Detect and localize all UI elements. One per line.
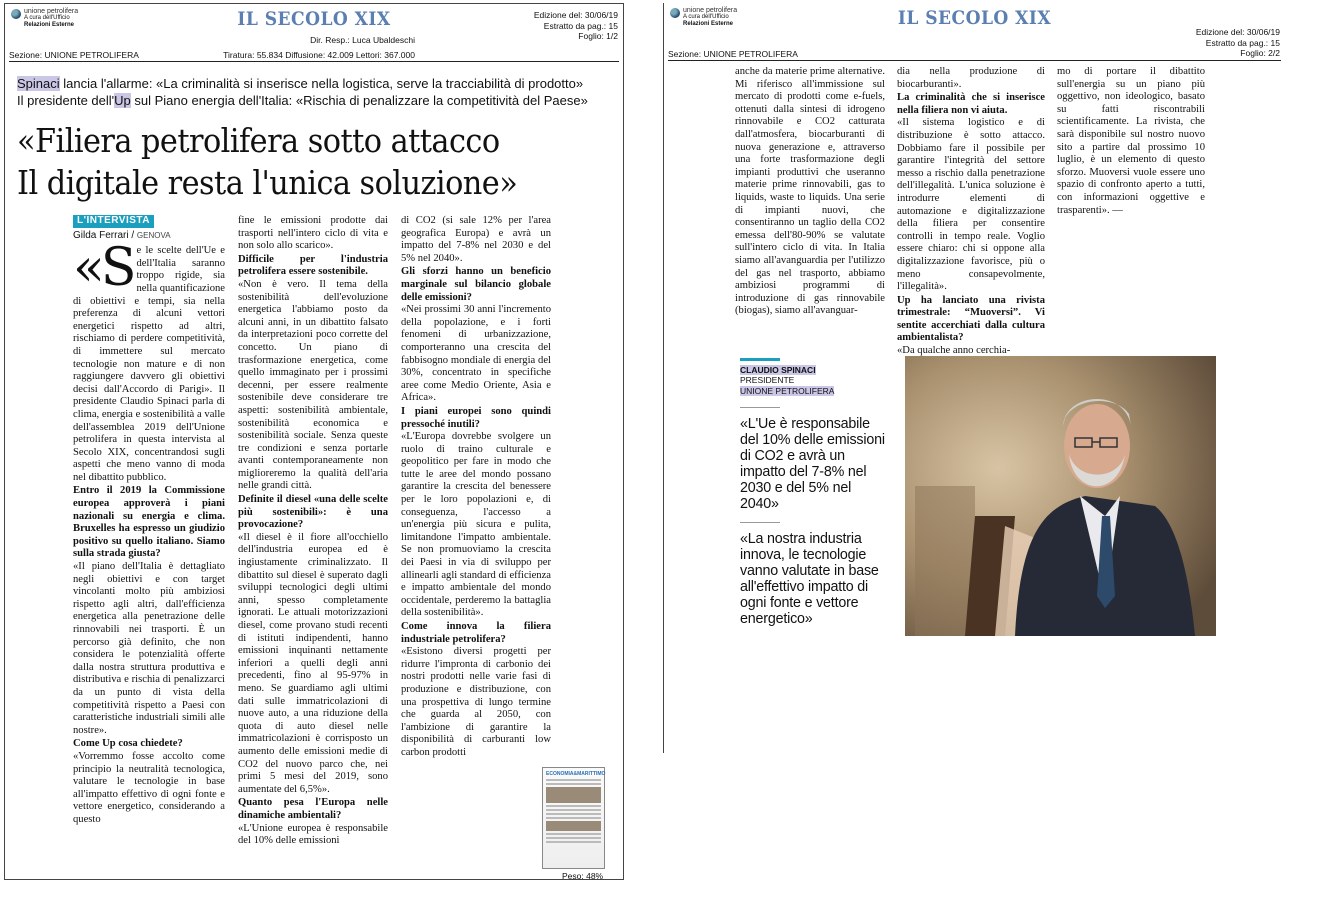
body-paragraph: dia nella produzione di biocarburanti». (897, 66, 1045, 90)
article-column-1 (73, 215, 225, 827)
person-name: CLAUDIO SPINACI (740, 365, 816, 375)
quote-sidebar (740, 358, 890, 627)
column-2-body (238, 215, 388, 848)
article-column-6 (1057, 66, 1205, 217)
publication-stats: Dir. Resp.: Luca Ubaldeschi (310, 35, 415, 45)
person-role: PRESIDENTE (740, 375, 795, 385)
header-divider-2 (668, 60, 1281, 61)
interview-question: Come Up cosa chiedete? (73, 738, 183, 750)
interview-question: Difficile per l'industria petrolifera essere sostenibile. (238, 253, 388, 278)
interview-tag: L'INTERVISTA (73, 215, 154, 228)
portrait-photo (905, 356, 1216, 636)
column-6-body (1057, 66, 1205, 217)
section-label: Sezione: UNIONE PETROLIFERA (9, 50, 139, 60)
body-paragraph: «Esistono diversi progetti per ridurre l'impronta di carbonio dei nostri prodotti nelle varie fasi di produzione e distribuzione, con una prospettiva di lungo termine che guarda al 2050, con l'ambizione di garantire la disponibilità di carburanti low carbon prodotti (401, 646, 551, 758)
body-paragraph: «Il diesel è il fiore all'occhiello dell'industria europea ed è ingiustamente criminalizzato. Il dibattito sul diesel è superato dagli sviluppi tecnologici degli ultimi anni, spesso completamente ignorati. Le attuali motorizzazioni diesel, come provano studi recenti di istituti indipendenti, hanno emissioni inquinanti nettamente inferiori a quelli degli anni precedenti, fino al 95-97% in meno. Se guardiamo agli ultimi dati sulle immatricolazioni di nuove auto, a una riduzione della quota di auto diesel nelle immatricolazioni è corrisposto un aumento delle emissioni medie di CO2 del nuovo parco che, nei primi 5 mesi del 2019, sono aumentate del 6,5%». (238, 531, 388, 795)
body-paragraph: «Il piano dell'Italia è dettagliato negli obiettivi e con target vincolanti molto più ambiziosi rispetto agli altri, dall'efficienza energetica alla penetrazione delle rinnovabili nei trasporti. È un percorso già definito, che non considera le potenzialità offerte dalla nostra struttura produttiva e distributiva e rischia di penalizzarci da un punto di vista della competitività rispetto a Paesi con caratteristiche industriali simili alle nostre». (73, 561, 225, 736)
body-paragraph: «Vorremmo fosse accolto come principio la neutralità tecnologica, valutare le tecnologie in base all'impatto effettivo di ogni fonte e vettore energetico, considerando a questo (73, 750, 225, 825)
masthead-2: IL SECOLO XIX (897, 7, 1052, 29)
headline: «Filiera petrolifera sotto attacco Il digitale resta l'unica soluzione» (17, 121, 518, 202)
column-3-body (401, 215, 551, 760)
body-paragraph: di CO2 (si sale 12% per l'area geografica Europa) e avrà un impatto del 7-8% nel 2030 e del 5% nel 2040». (401, 215, 551, 264)
interview-question: Up ha lanciato una rivista trimestrale: “Muoversi”. Vi sentite accerchiati dalla cultura ambientalista? (897, 294, 1045, 344)
interview-question: Gli sforzi hanno un beneficio marginale sul bilancio globale delle emissioni? (401, 266, 551, 303)
article-column-4 (735, 66, 885, 318)
body-paragraph: «Da qualche anno cerchia- (897, 345, 1011, 357)
column-4-body (735, 66, 885, 318)
body-paragraph: «L'Unione europea è responsabile del 10% delle emissioni (238, 822, 388, 847)
pull-quote-2: «La nostra industria innova, le tecnologie vanno valutate in base all'effettivo impatto di ogni fonte e vettore energetico» (740, 531, 879, 627)
body-paragraph: «Nei prossimi 30 anni l'incremento della popolazione, e i forti fenomeni di urbanizzazione, comporteranno una crescita del fabbisogno mondiale di energia del 30%, concentrato in specifiche aree come Medio Oriente, Asia e Africa». (401, 304, 551, 404)
interview-question: Quanto pesa l'Europa nelle dinamiche ambientali? (238, 797, 388, 821)
page-header (5, 4, 623, 62)
body-paragraph: «L'Europa dovrebbe svolgere un ruolo di traino culturale e geopolitico per fare in modo che tutte le aree del mondo possano garantire la crescita del benessere per le loro popolazioni e, di conseguenza, l'accesso a un'energia più sicura e pulita, limitandone l'impatto ambientale. Se non promuoviamo la crescita dei Paesi in via di sviluppo per allinearli agli standard di efficienza e impatto ambientale del mondo occidentale, perderemo la battaglia della sostenibilità». (401, 431, 551, 619)
drop-cap: «S (73, 238, 133, 299)
page-header-2 (664, 3, 1285, 61)
interview-question: Come innova la filiera industriale petrolifera? (401, 621, 551, 645)
interview-question: I piani europei sono quindi pressoché inutili? (401, 405, 551, 430)
body-paragraph: mo di portare il dibattito sull'energia su un piano più oggettivo, non ideologico, basato su fatti riscontrabili scientificamente. La rivista, che sarà disponibile sul nostro nuovo sito a partire dal prossimo 10 luglio, è un elemento di questo sforzo. Muoversi vuole essere uno spazio di confronto aperto a tutti, con informazioni oggettive e trasparenti». — (1057, 66, 1205, 216)
column-1-body (73, 238, 225, 826)
interview-question: Definite il diesel «una delle scelte più sostenibili»: è una provocazione? (238, 494, 388, 531)
body-paragraph: «Non è vero. Il tema della sostenibilità dell'evoluzione energetica l'abbiamo posto da alcuni anni, in un dibattito falsato da interpretazioni poco corrette del concetto. Un piano di trasformazione energetica, come quello immaginato per i prossimi decenni, per essere realmente sostenibile deve considerare tre aspetti: sostenibilità ambientale, sostenibilità economica e sostenibilità sociale. Senza queste tre condizioni e senza portarle avanti contemporaneamente non miglioreremo la qualità dell'aria nelle grandi città. (238, 278, 388, 492)
masthead: IL SECOLO XIX (237, 8, 391, 30)
publisher-logo: unione petrolifera A cura dell'Ufficio Relazioni Esterne (11, 8, 78, 29)
header-divider (9, 61, 619, 62)
column-5-body (897, 66, 1045, 358)
page-thumbnail: ECONOMIA&MARITTIMO (542, 767, 605, 869)
section-label-2: Sezione: UNIONE PETROLIFERA (668, 49, 798, 59)
publisher-logo-2: unione petrolifera A cura dell'Ufficio Relazioni Esterne (670, 7, 737, 28)
up-logo-icon (11, 9, 21, 19)
interview-question: La criminalità che si inserisce nella filiera non vi aiuta. (897, 92, 1045, 116)
interview-question: Entro il 2019 la Commissione europea approverà i piani nazionali su energia e clima. Bruxelles ha espresso un giudizio positivo su quello italiano. Siamo sulla strada giusta? (73, 485, 225, 560)
body-paragraph: fine le emissioni prodotte dai trasporti nell'intero ciclo di vita e non solo allo scarico». (238, 215, 388, 252)
article-column-3 (401, 215, 551, 760)
body-paragraph: e le scelte dell'Ue e dell'Italia saranno troppo rigide, sia nella quantificazione di obiettivi e tempi, sia nella preferenza di alcuni vettori energetici rispetto ad altri, rischiamo di perdere competitività, di immettere sul mercato tecnologie non mature e di non raggiungere davvero gli obiettivi decisi dall'Accordo di Parigi». Il presidente Claudio Spinaci parla di clima, energia e sostenibilità a valle dell'assemblea 2019 dell'Unione petrolifera in questa intervista al Secolo XIX, concentrandosi sugli aspetti che meno vanno di moda nel dibattito pubblico. (73, 245, 225, 483)
page-weight: Peso: 48% (562, 871, 604, 880)
person-org: UNIONE PETROLIFERA (740, 386, 835, 396)
byline: Gilda Ferrari / GENOVA (73, 229, 171, 241)
kicker: Spinaci lancia l'allarme: «La criminalità si inserisce nella logistica, serve la tracciabilità di prodotto» Il presidente dell'Up sul Piano energia dell'Italia: «Rischia di penalizzare la competitività del Paese» (17, 76, 588, 108)
edition-info-2: Edizione del: 30/06/19 Estratto da pag.: 15 Foglio: 2/2 (1195, 27, 1280, 58)
circulation: Tiratura: 55.834 Diffusione: 42.009 Lettori: 367.000 (223, 50, 415, 60)
up-logo-icon (670, 8, 680, 18)
pull-quote-1: «L'Ue è responsabile del 10% delle emissioni di CO2 e avrà un impatto del 7-8% nel 2030 e del 5% nel 2040» (740, 416, 885, 512)
accent-bar (740, 358, 780, 361)
newspaper-page-1 (4, 3, 624, 880)
article-column-5 (897, 66, 1045, 358)
body-paragraph: «Il sistema logistico e di distribuzione è sotto attacco. Dobbiamo fare il possibile per garantire l'integrità del settore messo a rischio dalla penetrazione dell'illegalità. L'unica soluzione è introdurre elementi di automazione e digitalizzazione della filiera per consentire controlli in tempo reale. Voglio essere chiaro: chi si oppone alla digitalizzazione favorisce, più o meno consapevolmente, l'illegalità». (897, 117, 1045, 293)
article-column-2 (238, 215, 388, 848)
edition-info: Edizione del: 30/06/19 Estratto da pag.: 15 Foglio: 1/2 (533, 10, 618, 41)
body-paragraph: anche da materie prime alternative. Mi riferisco all'immissione sul mercato di prodotti come e-fuels, ottenuti dalla sintesi di idrogeno rinnovabile e CO2 catturata dall'atmosfera, biocarburanti di nuova generazione e, attraverso una forte trasformazione degli impianti produttivi che useranno materie prime rinnovabili, gas to liquids, waste to liquids. Una serie di impianti nuovi, che consentiranno un taglio della CO2 emessa dell'80-90% se valutate sull'intero ciclo di vita. In Italia siamo all'avanguardia per l'utilizzo del gas nel trasporto, abbiamo ambiziosi programmi di introduzione di gas rinnovabile (biogas), siamo all'avanguar- (735, 66, 885, 317)
